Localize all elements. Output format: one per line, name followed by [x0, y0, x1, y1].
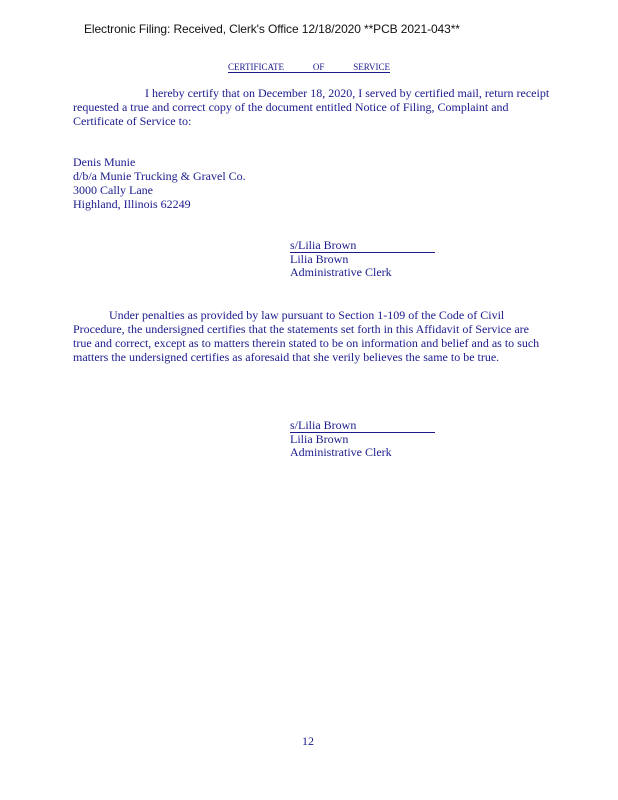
title-word: CERTIFICATE — [228, 62, 284, 72]
penalty-paragraph-line: Under penalties as provided by law pursuant to Section 1-109 of the Code of Civil — [109, 308, 505, 322]
filing-stamp: Electronic Filing: Received, Clerk's Office 12/18/2020 **PCB 2021-043** — [84, 22, 460, 36]
signer-title: Administrative Clerk — [290, 445, 392, 459]
recipient-city: Highland, Illinois 62249 — [73, 197, 191, 211]
recipient-dba: d/b/a Munie Trucking & Gravel Co. — [73, 169, 246, 183]
signer-name: Lilia Brown — [290, 432, 349, 446]
title-word: SERVICE — [353, 62, 390, 72]
signer-name: Lilia Brown — [290, 252, 349, 266]
penalty-paragraph-line: true and correct, except as to matters therein stated to be on information and belief and as to such — [73, 336, 540, 350]
penalty-paragraph-line: matters the undersigned certifies as aforesaid that she verily believes the same to be true. — [73, 350, 500, 364]
recipient-address — [73, 155, 246, 211]
certificate-title — [228, 62, 390, 73]
recipient-street: 3000 Cally Lane — [73, 183, 153, 197]
service-paragraph-line: I hereby certify that on December 18, 2020, I served by certified mail, return receipt — [145, 86, 550, 100]
service-paragraph-line: requested a true and correct copy of the document entitled Notice of Filing, Complaint and — [73, 100, 509, 114]
signature-line: s/Lilia Brown — [290, 419, 435, 433]
signature-block — [290, 239, 435, 279]
penalty-paragraph-line: Procedure, the undersigned certifies that the statements set forth in this Affidavit of Service are — [73, 322, 529, 336]
service-paragraph-line: Certificate of Service to: — [73, 114, 192, 128]
signer-title: Administrative Clerk — [290, 265, 392, 279]
recipient-name: Denis Munie — [73, 155, 136, 169]
title-word: OF — [312, 62, 325, 72]
signature-line: s/Lilia Brown — [290, 239, 435, 253]
signature-block — [290, 419, 435, 459]
page-number: 12 — [302, 734, 314, 748]
